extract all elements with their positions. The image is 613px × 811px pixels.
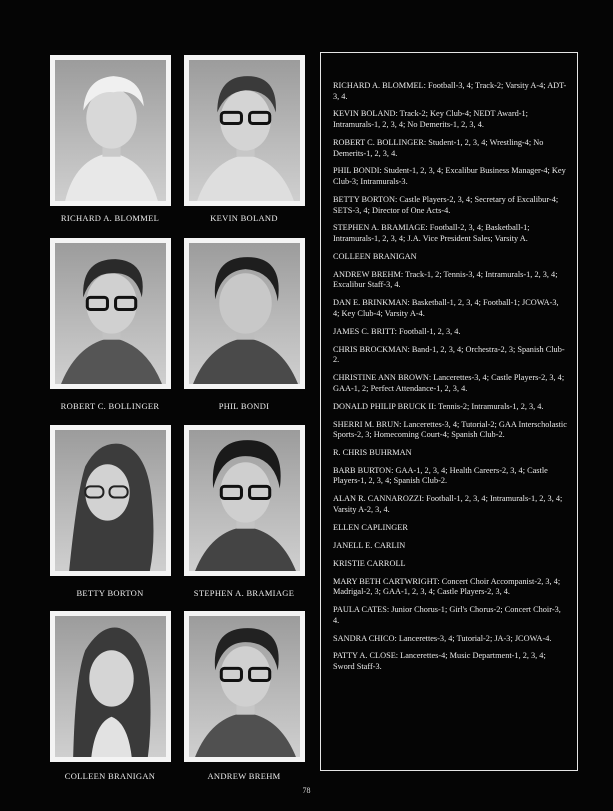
portrait-image xyxy=(189,243,300,384)
portrait-caption: BETTY BORTON xyxy=(76,588,144,598)
bio-entry: RICHARD A. BLOMMEL: Football-3, 4; Track-2; Varsity A-4; ADT-3, 4. xyxy=(333,81,567,101)
activities-panel xyxy=(320,52,578,771)
bio-entry: BARB BURTON: GAA-1, 2, 3, 4; Health Careers-2, 3, 4; Castle Players-1, 2, 3, 4; Spanish Club-2. xyxy=(333,465,548,486)
portrait-richard-blommel xyxy=(50,55,171,206)
bio-entry: ALAN R. CANNAROZZI: Football-1, 2, 3, 4; Intramurals-1, 2, 3, 4; Varsity A-2, 3, 4. xyxy=(333,494,563,514)
bio-entry: JANELL E. CARLIN xyxy=(333,540,406,550)
bio-entry: COLLEEN BRANIGAN xyxy=(333,251,417,261)
bio-entry: ELLEN CAPLINGER xyxy=(333,522,408,532)
page-number: 78 xyxy=(302,786,311,795)
portrait-caption: ANDREW BREHM xyxy=(207,771,281,781)
bio-entry: STEPHEN A. BRAMIAGE: Football-2, 3, 4; Basketball-1; Intramurals-1, 2, 3, 4; J.A. Vice President Sales; Varsity A. xyxy=(333,223,530,244)
portrait-caption: PHIL BONDI xyxy=(218,401,270,411)
bio-entry: SHERRI M. BRUN: Lancerettes-3, 4; Tutorial-2; GAA Interscholastic Sports-2, 3; Homecoming Court-4; Spanish Club-2. xyxy=(333,419,567,440)
bio-entry: JAMES C. BRITT: Football-1, 2, 3, 4. xyxy=(333,326,461,336)
bio-entry: CHRISTINE ANN BROWN: Lancerettes-3, 4; Castle Players-2, 3, 4; GAA-1, 2; Perfect Attendance-1, 2, 3, 4. xyxy=(333,373,565,393)
bio-entry: KRISTIE CARROLL xyxy=(333,558,406,568)
portrait-betty-borton xyxy=(50,425,171,576)
bio-entry: MARY BETH CARTWRIGHT: Concert Choir Accompanist-2, 3, 4; Madrigal-2, 3; GAA-1, 2, 3, 4; Castle Players-2, 3, 4. xyxy=(333,576,561,597)
bio-entry: PATTY A. CLOSE: Lancerettes-4; Music Department-1, 2, 3, 4; Sword Staff-3. xyxy=(333,651,546,671)
portrait-image xyxy=(189,616,300,757)
portrait-image xyxy=(55,243,166,384)
bio-entry: CHRIS BROCKMAN: Band-1, 2, 3, 4; Orchestra-2, 3; Spanish Club-2. xyxy=(333,344,565,365)
bio-entry: ANDREW BREHM: Track-1, 2; Tennis-3, 4; Intramurals-1, 2, 3, 4; Excalibur Staff-3, 4. xyxy=(333,269,558,290)
bio-entry: BETTY BORTON: Castle Players-2, 3, 4; Secretary of Excalibur-4; SETS-3, 4; Director of One Acts-4. xyxy=(333,194,559,215)
bio-entry: R. CHRIS BUHRMAN xyxy=(333,448,412,457)
bio-entry: ROBERT C. BOLLINGER: Student-1, 2, 3, 4; Wrestling-4; No Demerits-1, 2, 3, 4. xyxy=(333,137,544,158)
bio-entry: PHIL BONDI: Student-1, 2, 3, 4; Excalibur Business Manager-4; Key Club-3; Intramurals-3. xyxy=(333,166,566,187)
bio-entry: DAN E. BRINKMAN: Basketball-1, 2, 3, 4; Football-1; JCOWA-3, 4; Key Club-4; Varsity A-4. xyxy=(333,298,559,318)
portrait-andrew-brehm xyxy=(184,611,305,762)
portrait-robert-bollinger xyxy=(50,238,171,389)
bio-entry: KEVIN BOLAND: Track-2; Key Club-4; NEDT Award-1; Intramurals-1, 2, 3, 4; No Demerits-1, 2, 3, 4. xyxy=(333,109,528,130)
portrait-image xyxy=(55,60,166,201)
portrait-image xyxy=(55,616,166,757)
portrait-caption: KEVIN BOLAND xyxy=(210,213,278,223)
portrait-image xyxy=(189,60,300,201)
bio-entry: PAULA CATES: Junior Chorus-1; Girl's Chorus-2; Concert Choir-3, 4. xyxy=(333,605,561,625)
portrait-image xyxy=(55,430,166,571)
portrait-kevin-boland xyxy=(184,55,305,206)
portrait-caption: ROBERT C. BOLLINGER xyxy=(60,401,160,411)
portrait-colleen-branigan xyxy=(50,611,171,762)
portrait-image xyxy=(189,430,300,571)
portrait-phil-bondi xyxy=(184,238,305,389)
bio-entry: DONALD PHILIP BRUCK II: Tennis-2; Intramurals-1, 2, 3, 4. xyxy=(333,401,544,411)
portrait-caption: COLLEEN BRANIGAN xyxy=(64,771,156,781)
bio-entry: SANDRA CHICO: Lancerettes-3, 4; Tutorial-2; JA-3; JCOWA-4. xyxy=(333,633,552,643)
portrait-caption: RICHARD A. BLOMMEL xyxy=(60,213,160,223)
portrait-caption: STEPHEN A. BRAMIAGE xyxy=(193,588,295,598)
portrait-stephen-bramiage xyxy=(184,425,305,576)
